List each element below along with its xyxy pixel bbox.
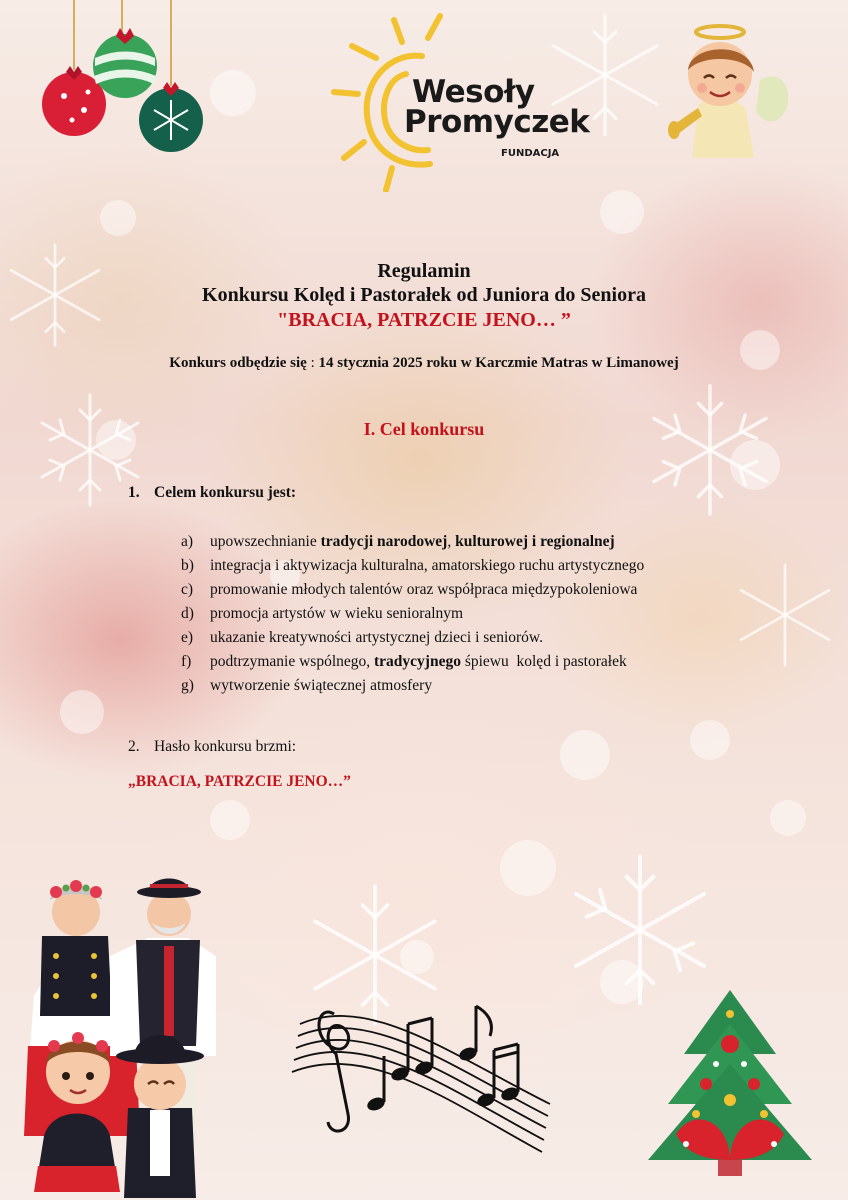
- contest-slogan: „BRACIA, PATRZCIE JENO…”: [128, 773, 351, 790]
- goal-list-item: [181, 626, 644, 650]
- goal-item-letter: f): [181, 653, 192, 670]
- numbered-point-2: [128, 738, 296, 756]
- event-date-label: Konkurs odbędzie się: [169, 355, 307, 371]
- bokeh-light: [600, 190, 644, 234]
- bokeh-light: [210, 70, 256, 116]
- goal-item-text: upowszechnianie: [210, 533, 321, 550]
- goal-item-emphasis: kulturowej i regionalnej: [455, 533, 615, 550]
- goal-item-letter: c): [181, 581, 194, 598]
- point-text: Celem konkursu jest:: [154, 484, 297, 501]
- goal-list-item: [181, 650, 644, 674]
- bokeh-light: [770, 800, 806, 836]
- goal-item-letter: a): [181, 533, 194, 550]
- point-text: Hasło konkursu brzmi:: [154, 738, 297, 755]
- goal-item-emphasis: tradycyjnego: [374, 653, 461, 670]
- goal-item-text: ukazanie kreatywności artystycznej dzieci i seniorów.: [210, 629, 543, 646]
- goal-item-letter: d): [181, 605, 194, 622]
- point-number: 1.: [128, 484, 140, 501]
- logo-wordmark-line2: Promyczek: [404, 104, 590, 140]
- point-number: 2.: [128, 738, 140, 755]
- goal-list-item: [181, 530, 644, 554]
- goal-item-text: promocja artystów w wieku senioralnym: [210, 605, 464, 622]
- document-header: [0, 259, 848, 333]
- section-heading: I. Cel konkursu: [363, 419, 485, 439]
- goal-item-text: promowanie młodych talentów oraz współpraca międzypokoleniowa: [210, 581, 638, 598]
- goal-list-item: [181, 554, 644, 578]
- goal-item-text: wytworzenie świątecznej atmosfery: [210, 677, 433, 694]
- event-date-line: [0, 355, 848, 372]
- logo-wordmark-line1: Wesoły: [412, 74, 535, 110]
- bokeh-light: [500, 840, 556, 896]
- folk-family-icon: [24, 876, 224, 1198]
- snowflake-icon: [730, 560, 840, 670]
- bokeh-light: [560, 730, 610, 780]
- goal-item-text: podtrzymanie wspólnego,: [210, 653, 375, 670]
- numbered-point-1: [128, 484, 296, 502]
- document-title: Regulamin: [377, 260, 471, 282]
- goal-item-emphasis: tradycji narodowej: [320, 533, 448, 550]
- logo-subtitle: FUNDACJA: [501, 148, 560, 159]
- goal-item-text: integracja i aktywizacja kulturalna, amatorskiego ruchu artystycznego: [210, 557, 645, 574]
- event-date-separator: :: [306, 355, 319, 371]
- bokeh-light: [690, 720, 730, 760]
- goal-item-text: ,: [447, 533, 456, 550]
- goal-item-letter: g): [181, 677, 194, 694]
- contest-name: "BRACIA, PATRZCIE JENO… ”: [277, 309, 571, 331]
- goal-item-letter: e): [181, 629, 194, 646]
- folk-christmas-tree-icon: [646, 984, 814, 1180]
- snowflake-icon: [640, 380, 780, 520]
- event-date-value: 14 stycznia 2025 roku w Karczmie Matras w Limanowej: [318, 355, 679, 371]
- music-notes-icon: [290, 984, 560, 1174]
- bokeh-light: [100, 200, 136, 236]
- bokeh-light: [60, 690, 104, 734]
- goal-item-letter: b): [181, 557, 194, 574]
- goals-list: [181, 530, 644, 698]
- goal-list-item: [181, 674, 644, 698]
- angel-trumpet-icon: [668, 18, 796, 168]
- goal-list-item: [181, 578, 644, 602]
- christmas-ornament-icon: [36, 0, 211, 158]
- goal-list-item: [181, 602, 644, 626]
- document-subtitle: Konkursu Kolęd i Pastorałek od Juniora do Seniora: [202, 284, 646, 306]
- bokeh-light: [210, 800, 250, 840]
- goal-item-text: śpiewu kolęd i pastorałek: [460, 653, 627, 670]
